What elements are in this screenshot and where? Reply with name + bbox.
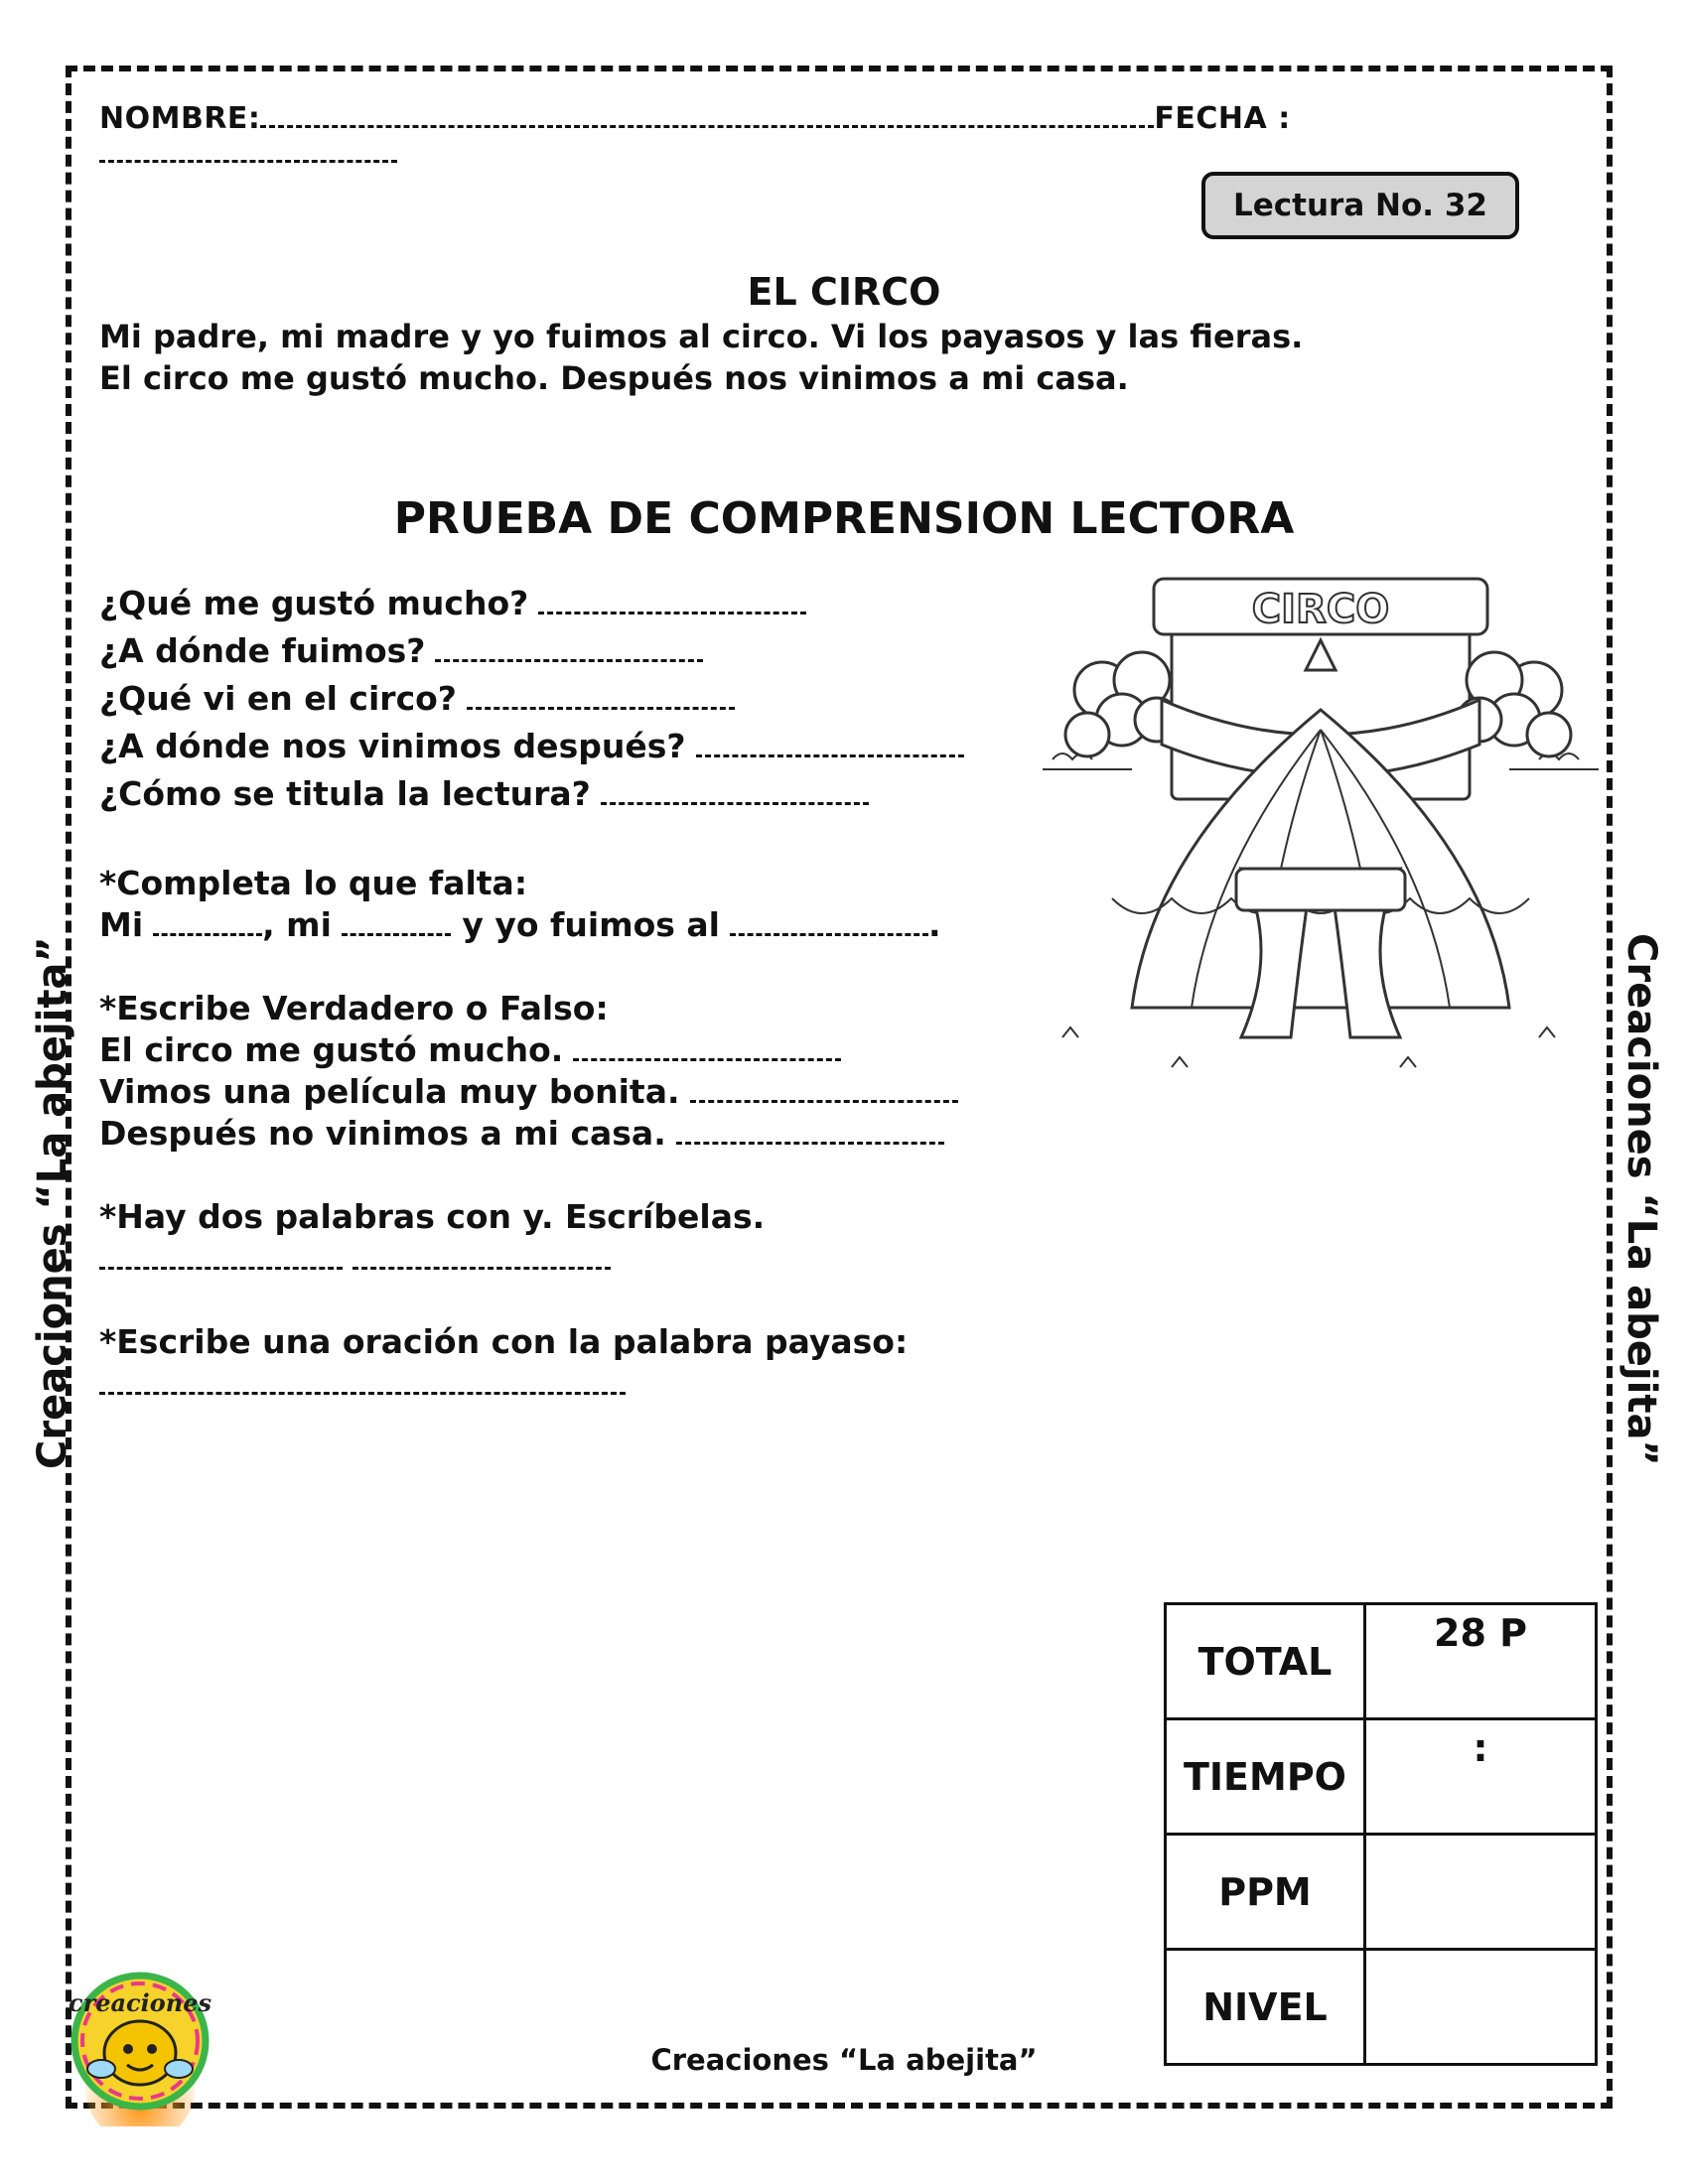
name-label: NOMBRE: — [99, 101, 261, 136]
logo-text: creaciones — [68, 1988, 212, 2017]
date-label: FECHA : — [1154, 101, 1291, 136]
circus-tent-icon — [1043, 571, 1599, 1087]
answer-blank[interactable] — [467, 706, 735, 710]
answer-blank[interactable] — [676, 1141, 944, 1145]
circus-sign-text: CIRCO — [1251, 587, 1390, 632]
score-value[interactable]: : — [1365, 1719, 1597, 1835]
score-table — [1164, 1602, 1598, 2066]
complete-heading: *Completa lo que falta: — [99, 864, 528, 902]
reading-number-badge: Lectura No. 32 — [1201, 172, 1519, 239]
question-3 — [99, 679, 735, 718]
score-label: TIEMPO — [1166, 1719, 1365, 1835]
score-value[interactable] — [1365, 1835, 1597, 1950]
question-text: ¿Qué me gustó mucho? — [99, 584, 529, 622]
complete-sentence — [99, 905, 941, 944]
statement-text: Vimos una película muy bonita. — [99, 1072, 680, 1111]
question-1 — [99, 584, 806, 622]
complete-part: y yo fuimos al — [462, 905, 720, 944]
y-words-heading: *Hay dos palabras con y. Escríbelas. — [99, 1197, 766, 1236]
reading-title: EL CIRCO — [747, 270, 941, 314]
reading-text — [99, 316, 1350, 399]
true-false-item — [99, 1030, 841, 1069]
answer-blank[interactable] — [690, 1099, 958, 1103]
date-blank[interactable] — [99, 160, 397, 163]
score-row — [1166, 1835, 1597, 1950]
complete-blank[interactable] — [342, 932, 451, 936]
answer-blank[interactable] — [435, 658, 703, 662]
y-words-answers — [99, 1239, 611, 1278]
question-text: ¿A dónde fuimos? — [99, 631, 426, 670]
score-label: PPM — [1166, 1835, 1365, 1950]
reading-line: Mi padre, mi madre y yo fuimos al circo. Vi los payasos y las fieras. — [99, 318, 1304, 355]
complete-part: Mi — [99, 905, 144, 944]
answer-blank[interactable] — [352, 1266, 611, 1270]
answer-blank[interactable] — [538, 611, 806, 614]
score-label: TOTAL — [1166, 1604, 1365, 1719]
header-row — [99, 101, 1579, 171]
reading-line: El circo me gustó mucho. Después nos vinimos a mi casa. — [99, 359, 1129, 397]
question-5 — [99, 774, 869, 813]
true-false-item — [99, 1072, 958, 1111]
statement-text: Después no vinimos a mi casa. — [99, 1114, 666, 1153]
bee-logo-icon — [62, 1970, 218, 2126]
answer-blank[interactable] — [99, 1391, 626, 1395]
question-4 — [99, 727, 964, 765]
complete-part: . — [928, 905, 941, 944]
complete-blank[interactable] — [153, 932, 262, 936]
question-2 — [99, 631, 703, 670]
score-label: NIVEL — [1166, 1950, 1365, 2065]
footer-brand: Creaciones “La abejita” — [650, 2043, 1038, 2077]
statement-text: El circo me gustó mucho. — [99, 1030, 564, 1069]
question-text: ¿A dónde nos vinimos después? — [99, 727, 686, 765]
complete-part: , mi — [262, 905, 332, 944]
score-row — [1166, 1719, 1597, 1835]
true-false-item — [99, 1114, 944, 1153]
true-false-heading: *Escribe Verdadero o Falso: — [99, 989, 609, 1027]
question-text: ¿Cómo se titula la lectura? — [99, 774, 591, 813]
answer-blank[interactable] — [99, 1266, 343, 1270]
question-text: ¿Qué vi en el circo? — [99, 679, 457, 718]
test-title: PRUEBA DE COMPRENSION LECTORA — [393, 493, 1295, 544]
sentence-answer — [99, 1364, 626, 1403]
name-blank[interactable] — [260, 125, 1154, 128]
answer-blank[interactable] — [696, 753, 964, 757]
complete-blank[interactable] — [730, 932, 928, 936]
answer-blank[interactable] — [601, 801, 869, 805]
score-row — [1166, 1604, 1597, 1719]
score-value[interactable]: 28 P — [1365, 1604, 1597, 1719]
answer-blank[interactable] — [573, 1057, 841, 1061]
sentence-heading: *Escribe una oración con la palabra payaso: — [99, 1322, 909, 1361]
side-brand-right: Creaciones “La abejita” — [1618, 933, 1664, 1466]
side-brand-left: Creaciones “La abejita” — [30, 936, 75, 1469]
